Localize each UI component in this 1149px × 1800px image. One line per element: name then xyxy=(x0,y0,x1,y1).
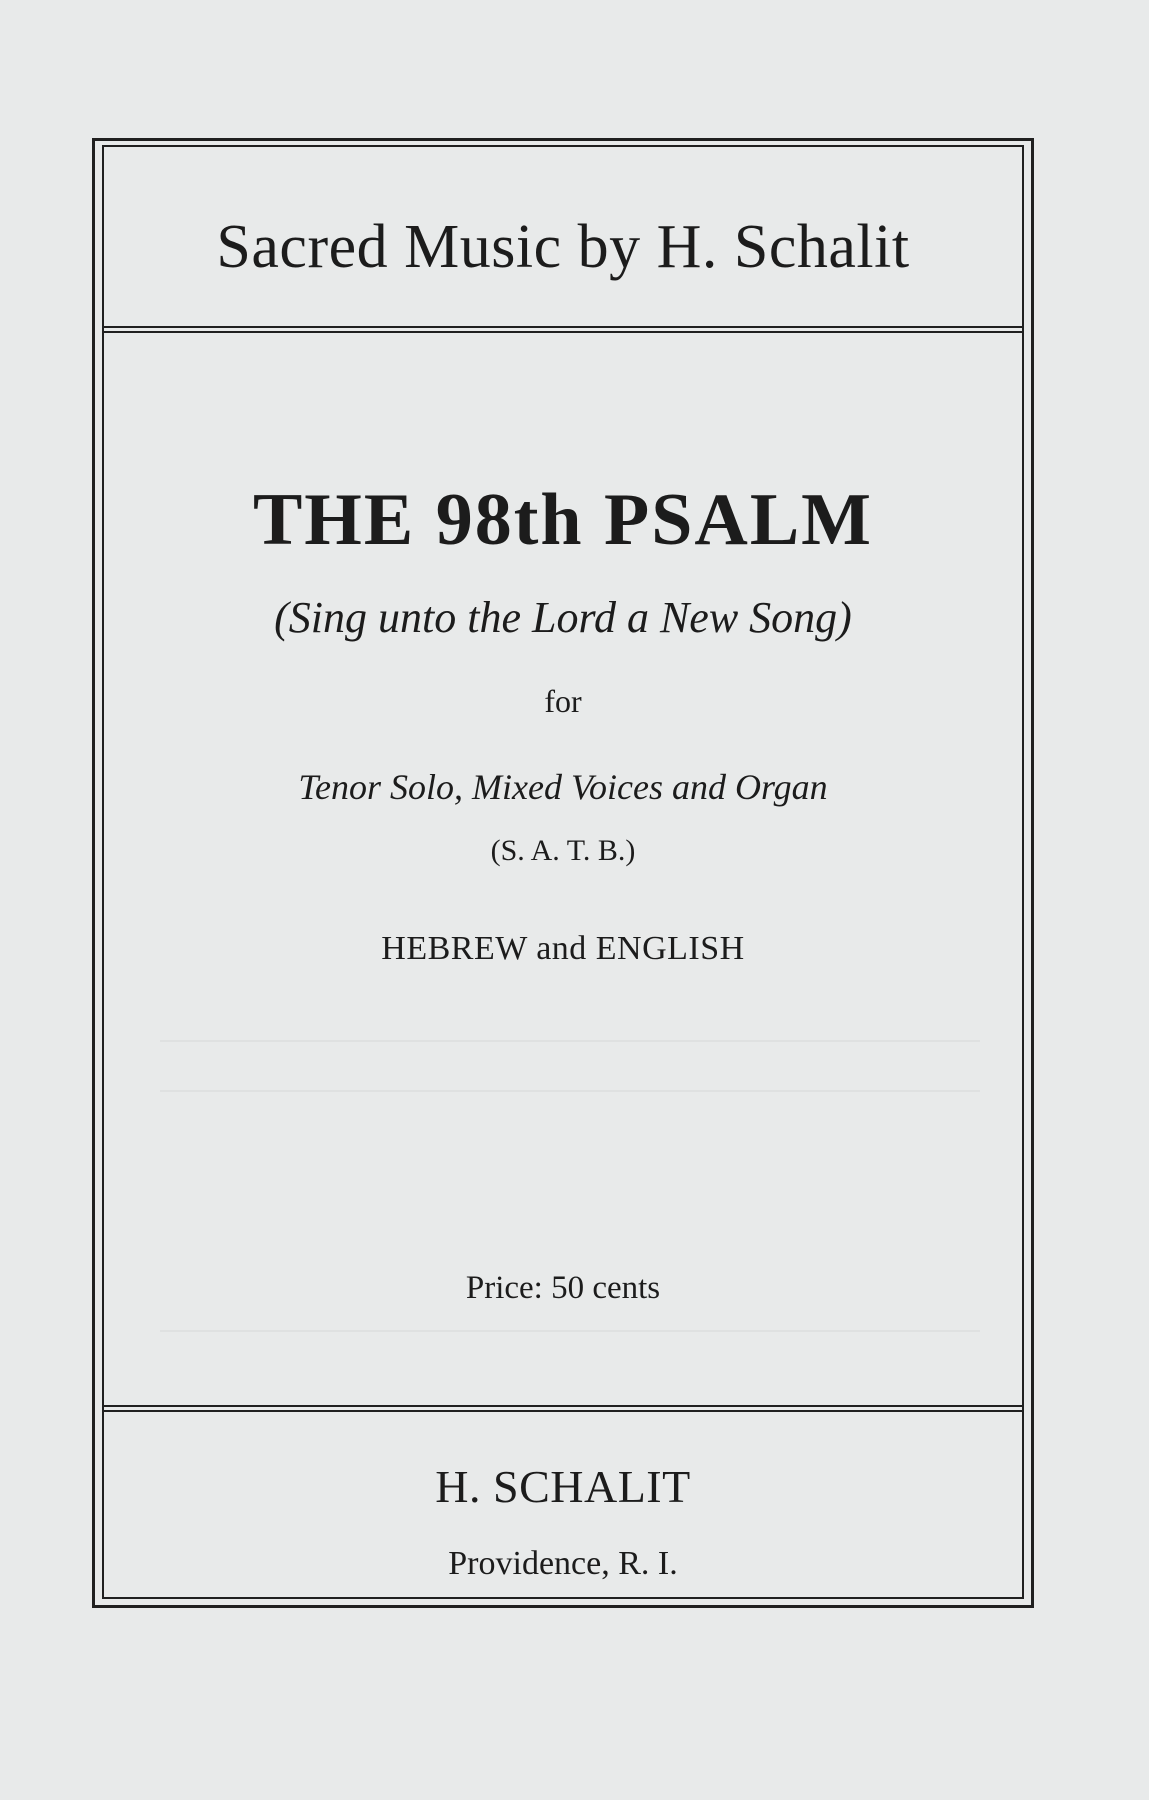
price-label: Price: 50 cents xyxy=(465,1270,661,1306)
languages: HEBREW and ENGLISH xyxy=(381,930,745,967)
work-title: THE 98th PSALM xyxy=(252,479,874,561)
work-subtitle: (Sing unto the Lord a New Song) xyxy=(274,593,852,642)
top-double-rule xyxy=(102,326,1024,333)
bottom-double-rule xyxy=(102,1405,1024,1412)
voicing: (S. A. T. B.) xyxy=(490,834,636,867)
series-header: Sacred Music by H. Schalit xyxy=(216,213,910,281)
instrumentation: Tenor Solo, Mixed Voices and Organ xyxy=(298,767,828,807)
publisher-name: H. SCHALIT xyxy=(435,1461,691,1512)
publisher-location: Providence, R. I. xyxy=(448,1545,678,1582)
for-label: for xyxy=(544,683,582,719)
inner-border xyxy=(102,145,1024,1599)
